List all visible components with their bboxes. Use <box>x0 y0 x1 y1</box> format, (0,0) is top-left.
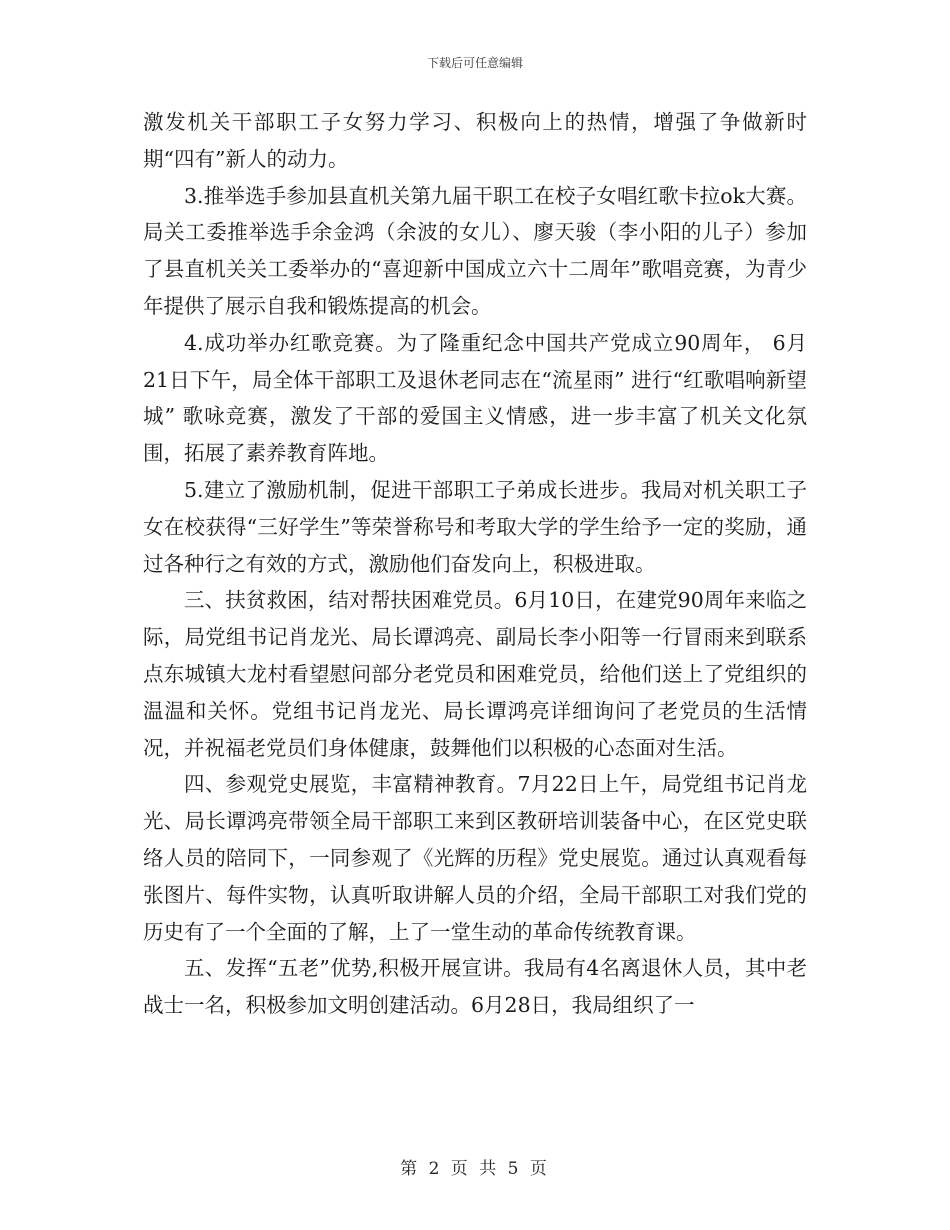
paragraph: 三、扶贫救困，结对帮扶困难党员。6月10日，在建党90周年来临之际，局党组书记肖龙光、局长谭鸿亮、副局长李小阳等一行冒雨来到联系点东城镇大龙村看望慰问部分老党员和困难党员，给他们送上了党组织的温温和关怀。党组书记肖龙光、局长谭鸿亮详细询问了老党员的生活情况，并祝福老党员们身体健康，鼓舞他们以积极的心态面对生活。 <box>143 588 807 760</box>
paragraph: 五、发挥“五老”优势,积极开展宣讲。我局有4名离退休人员，其中老战士一名，积极参加文明创建活动。6月28日，我局组织了一 <box>143 956 807 1018</box>
paragraph: 5.建立了激励机制，促进干部职工子弟成长进步。我局对机关职工子女在校获得“三好学生”等荣誉称号和考取大学的学生给予一定的奖励，通过各种行之有效的方式，激励他们奋发向上，积极进取。 <box>143 477 807 576</box>
paragraph: 四、参观党史展览，丰富精神教育。7月22日上午，局党组书记肖龙光、局长谭鸿亮带领全局干部职工来到区教研培训装备中心，在区党史联络人员的陪同下，一同参观了《光辉的历程》党史展览。通过认真观看每张图片、每件实物，认真听取讲解人员的介绍，全局干部职工对我们党的历史有了一个全面的了解，上了一堂生动的革命传统教育课。 <box>143 772 807 944</box>
page-header: 下载后可任意编辑 <box>426 56 523 70</box>
page-number-footer: 第 2 页 共 5 页 <box>400 1159 550 1179</box>
document-body <box>143 104 807 1024</box>
paragraph: 3.推举选手参加县直机关第九届干职工在校子女唱红歌卡拉ok大赛。局关工委推举选手余金鸿（余波的女儿）、廖天骏（李小阳的儿子）参加了县直机关关工委举办的“喜迎新中国成立六十二周年”歌唱竞赛，为青少年提供了展示自我和锻炼提高的机会。 <box>143 183 807 318</box>
paragraph: 激发机关干部职工子女努力学习、积极向上的热情，增强了争做新时期“四有”新人的动力。 <box>143 110 807 171</box>
paragraph: 4.成功举办红歌竞赛。为了隆重纪念中国共产党成立90周年， 6月21日下午，局全体干部职工及退休老同志在“流星雨” 进行“红歌唱响新望城” 歌咏竞赛，激发了干部的爱国主义情感，进一步丰富了机关文化氛围，拓展了素养教育阵地。 <box>143 330 807 466</box>
